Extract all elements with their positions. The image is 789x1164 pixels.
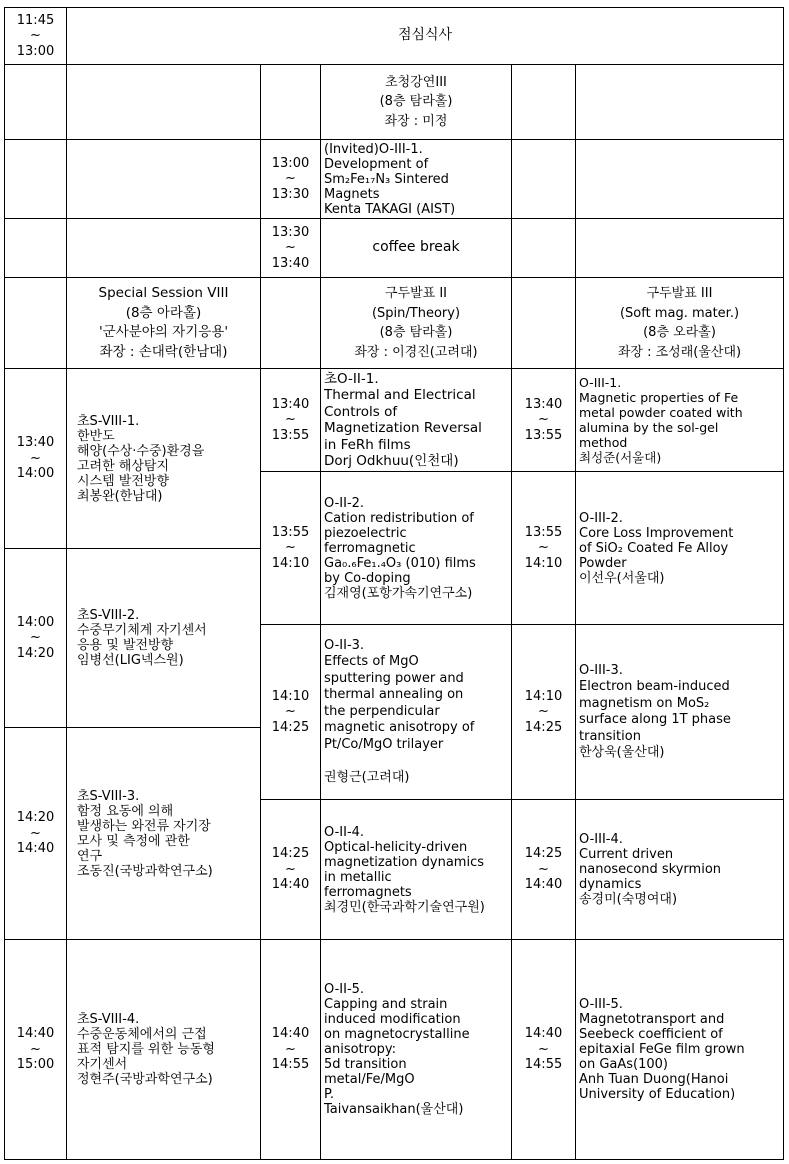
oral2-time: 13:55 ~ 14:10 bbox=[260, 471, 321, 625]
oral3-header: 구두발표 III (Soft mag. mater.) (8층 오라홀) 좌장 : 조성래(울산대) bbox=[575, 277, 784, 369]
empty-cell bbox=[66, 64, 261, 140]
oral3-time: 14:25 ~ 14:40 bbox=[511, 799, 576, 940]
oral3-talk: O-III-5. Magnetotransport and Seebeck coefficient of epitaxial FeGe film grown on GaAs(100) Anh Tuan Duong(Hanoi University of Education) bbox=[575, 939, 784, 1160]
empty-cell bbox=[260, 277, 321, 369]
special-time: 14:00 ~ 14:20 bbox=[4, 548, 67, 728]
oral2-talk: O-II-5. Capping and strain induced modification on magnetocrystalline anisotropy: 5d transition metal/Fe/MgO P. Taivansaikhan(울산대) bbox=[320, 939, 512, 1160]
break-time: 13:30 ~ 13:40 bbox=[260, 218, 321, 278]
oral3-talk: O-III-3. Electron beam-induced magnetism on MoS₂ surface along 1T phase transition 한상욱(울산대) bbox=[575, 624, 784, 800]
plenary-talk-time: 13:00 ~ 13:30 bbox=[260, 139, 321, 219]
oral3-talk: O-III-4. Current driven nanosecond skyrmion dynamics 송경미(숙명여대) bbox=[575, 799, 784, 940]
empty-cell bbox=[4, 277, 67, 369]
oral2-talk: O-II-3. Effects of MgO sputtering power and thermal annealing on the perpendicular magnetic anisotropy of Pt/Co/MgO trilayer 권형근(고려대) bbox=[320, 624, 512, 800]
empty-cell bbox=[66, 218, 261, 278]
break-label: coffee break bbox=[320, 218, 512, 278]
oral3-time: 14:10 ~ 14:25 bbox=[511, 624, 576, 800]
empty-cell bbox=[575, 64, 784, 140]
oral2-talk: O-II-2. Cation redistribution of piezoelectric ferromagnetic Ga₀.₆Fe₁.₄O₃ (010) films by Co-doping 김재영(포항가속기연구소) bbox=[320, 471, 512, 625]
empty-cell bbox=[575, 139, 784, 219]
lunch-time: 11:45 ~ 13:00 bbox=[4, 7, 67, 65]
oral2-time: 14:10 ~ 14:25 bbox=[260, 624, 321, 800]
oral3-time: 13:55 ~ 14:10 bbox=[511, 471, 576, 625]
empty-cell bbox=[4, 64, 67, 140]
special-session-header: Special Session VIII (8층 아라홀) '군사분야의 자기응용' 좌장 : 손대락(한남대) bbox=[66, 277, 261, 369]
oral3-talk: O-III-1. Magnetic properties of Fe metal powder coated with alumina by the sol-gel method 최성준(서울대) bbox=[575, 368, 784, 472]
empty-cell bbox=[260, 64, 321, 140]
plenary-header: 초청강연III (8층 탐라홀) 좌장 : 미정 bbox=[320, 64, 512, 140]
special-talk: 초S-VIII-2. 수중무기체계 자기센서 응용 및 발전방향 임병선(LIG넥스원) bbox=[66, 548, 261, 728]
empty-cell bbox=[66, 139, 261, 219]
special-time: 14:20 ~ 14:40 bbox=[4, 727, 67, 940]
oral3-time: 13:40 ~ 13:55 bbox=[511, 368, 576, 472]
special-talk: 초S-VIII-3. 함정 요동에 의해 발생하는 와전류 자기장 모사 및 측정에 관한 연구 조동진(국방과학연구소) bbox=[66, 727, 261, 940]
oral2-time: 14:40 ~ 14:55 bbox=[260, 939, 321, 1160]
empty-cell bbox=[511, 139, 576, 219]
oral2-header: 구두발표 II (Spin/Theory) (8층 탐라홀) 좌장 : 이경진(고려대) bbox=[320, 277, 512, 369]
oral2-talk: O-II-4. Optical-helicity-driven magnetization dynamics in metallic ferromagnets 최경민(한국과학기술연구원) bbox=[320, 799, 512, 940]
oral2-time: 14:25 ~ 14:40 bbox=[260, 799, 321, 940]
oral3-talk: O-III-2. Core Loss Improvement of SiO₂ Coated Fe Alloy Powder 이선우(서울대) bbox=[575, 471, 784, 625]
empty-cell bbox=[575, 218, 784, 278]
special-time: 14:40 ~ 15:00 bbox=[4, 939, 67, 1160]
oral2-talk: 초O-II-1. Thermal and Electrical Controls of Magnetization Reversal in FeRh films Dorj Odkhuu(인천대) bbox=[320, 368, 512, 472]
empty-cell bbox=[4, 218, 67, 278]
special-talk: 초S-VIII-1. 한반도 해양(수상·수중)환경을 고려한 해상탐지 시스템 발전방향 최봉완(한남대) bbox=[66, 368, 261, 549]
oral2-time: 13:40 ~ 13:55 bbox=[260, 368, 321, 472]
special-time: 13:40 ~ 14:00 bbox=[4, 368, 67, 549]
empty-cell bbox=[511, 64, 576, 140]
oral3-time: 14:40 ~ 14:55 bbox=[511, 939, 576, 1160]
special-talk: 초S-VIII-4. 수중운동체에서의 근접 표적 탐지를 위한 능동형 자기센서 정현주(국방과학연구소) bbox=[66, 939, 261, 1160]
empty-cell bbox=[511, 277, 576, 369]
plenary-talk: (Invited)O-III-1. Development of Sm₂Fe₁₇N₃ Sintered Magnets Kenta TAKAGI (AIST) bbox=[320, 139, 512, 219]
empty-cell bbox=[4, 139, 67, 219]
empty-cell bbox=[511, 218, 576, 278]
lunch-label: 점심식사 bbox=[66, 7, 784, 65]
